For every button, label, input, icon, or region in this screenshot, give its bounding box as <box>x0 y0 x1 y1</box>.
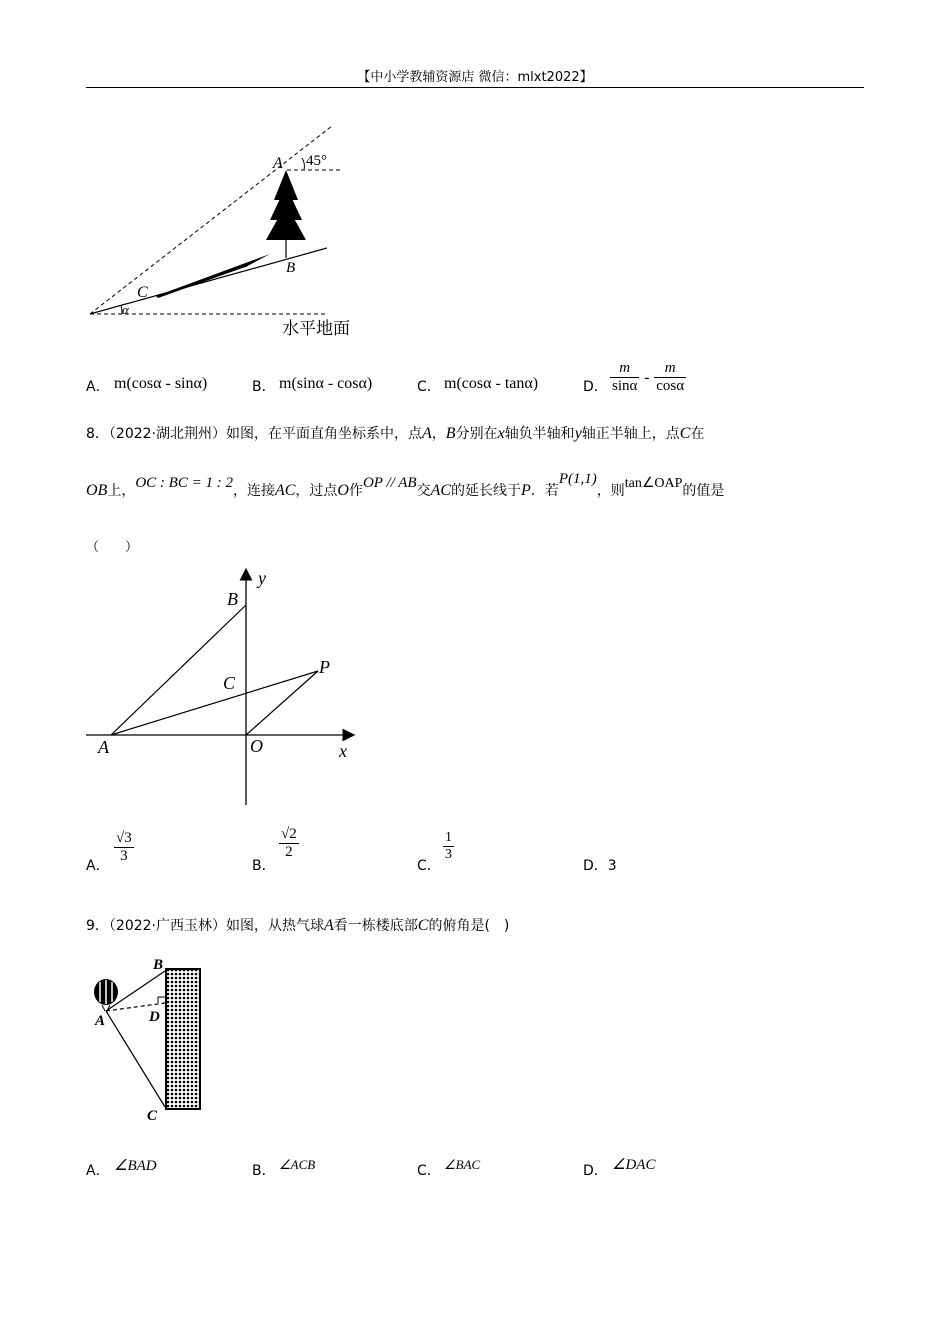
q9-option-c[interactable]: C． <box>417 1163 441 1179</box>
q7-option-d[interactable]: D． <box>583 379 608 395</box>
label-c: C <box>137 284 148 301</box>
q9-option-d-expr: ∠DAC <box>612 1157 656 1173</box>
q7-option-c[interactable]: C． <box>417 379 441 395</box>
ground-label: 水平地面 <box>282 319 350 338</box>
q7-option-d-expr: $\frac{m}{\sin\alpha}$ - $\frac{m}{\cos\alpha}$ <box>612 360 685 394</box>
q9-option-c-expr: ∠BAC <box>444 1157 481 1172</box>
q8-option-a-frac: $\frac{√3}{3}$ <box>116 830 132 864</box>
q8-paren: （ ） <box>86 540 139 555</box>
q8-option-c-frac: $\frac{1}{3}$ <box>445 830 452 862</box>
q9-option-a-expr: ∠BAD <box>114 1158 157 1174</box>
label-b: B <box>227 589 238 609</box>
q7-option-b-expr: m(sinα - cosα) <box>279 375 373 392</box>
q8-line-1: 8．（2022·湖北荆州）如图，在平面直角坐标系中，点A，B分别在x轴负半轴和y轴正半轴上，点C在 <box>86 425 705 442</box>
fraction-2: $\frac{m}{\cos\alpha}$ <box>656 360 685 394</box>
label-o: O <box>250 736 263 756</box>
q7-option-a-expr: m(cosα - sinα) <box>114 375 208 392</box>
q9-line-1: 9．（2022·广西玉林）如图，从热气球A看一栋楼底部C的俯角是( ) <box>86 917 510 934</box>
q9-figure <box>86 952 216 1127</box>
segment-ab <box>111 605 246 735</box>
q8-option-d[interactable]: D．3 <box>583 858 617 874</box>
q7-option-b[interactable]: B． <box>252 379 276 395</box>
q8-option-b[interactable]: B． <box>252 858 276 874</box>
q8-option-b-frac: $\frac{√2}{2}$ <box>281 826 297 860</box>
header-rule <box>86 87 864 88</box>
q7-option-a[interactable]: A． <box>86 379 110 395</box>
segment-op <box>246 671 318 735</box>
label-b: B <box>286 260 296 276</box>
label-45: 45° <box>306 153 327 169</box>
q9-option-b[interactable]: B． <box>252 1163 276 1179</box>
q8-figure <box>86 565 366 810</box>
q9-option-a[interactable]: A． <box>86 1163 110 1179</box>
q9-option-b-expr: ∠ACB <box>279 1157 316 1172</box>
shadow-shape <box>156 254 270 298</box>
label-b: B <box>153 957 164 973</box>
label-x: x <box>339 741 347 761</box>
page-header: 【中小学教辅资源店 微信：mlxt2022】 <box>357 70 593 85</box>
line-ac <box>106 1011 165 1107</box>
segment-ap <box>111 671 318 735</box>
label-d: D <box>149 1009 160 1025</box>
building <box>166 969 200 1109</box>
q7-figure <box>80 120 380 345</box>
q9-option-d[interactable]: D． <box>583 1163 608 1179</box>
label-c: C <box>223 673 236 693</box>
q8-line-2: OB上，OC : BC = 1 : 2，连接AC，过点O作OP // AB交AC的延长线于P．若P(1,1)，则tan∠OAP的值是 <box>86 471 725 499</box>
fraction-1: $\frac{m}{\sin\alpha}$ <box>612 360 638 394</box>
q7-option-c-expr: m(cosα - tanα) <box>444 375 539 392</box>
label-y: y <box>258 568 266 588</box>
label-c: C <box>147 1108 158 1124</box>
label-a: A <box>98 737 109 757</box>
label-a: A <box>95 1013 106 1029</box>
label-p: P <box>319 657 330 677</box>
q8-option-a[interactable]: A． <box>86 858 110 874</box>
q8-option-c[interactable]: C． <box>417 858 441 874</box>
alpha-label: α <box>122 302 129 317</box>
label-a: A <box>273 155 283 172</box>
